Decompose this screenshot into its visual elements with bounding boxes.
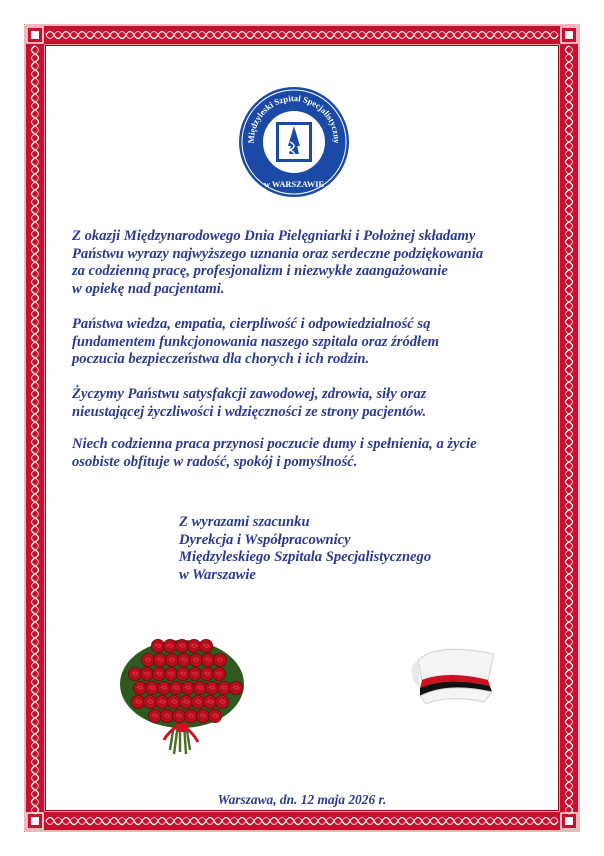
rose <box>143 695 156 708</box>
rose <box>141 653 154 666</box>
rose <box>157 681 170 694</box>
rose-bouquet-image <box>118 632 246 756</box>
rose <box>205 681 218 694</box>
rose <box>203 695 216 708</box>
nurse-cap-image <box>408 640 498 706</box>
rose <box>187 639 200 652</box>
signature-line: Międzyleskiego Szpitala Specjalistycznego <box>179 549 432 566</box>
paragraph-4 <box>72 436 552 471</box>
rose <box>177 653 190 666</box>
rose <box>188 667 201 680</box>
date-footer: Warszawa, dn. 12 maja 2026 r. <box>217 792 387 807</box>
rose <box>189 653 202 666</box>
rose <box>165 653 178 666</box>
rose <box>131 695 144 708</box>
signature-line: Z wyrazami szacunku <box>179 514 310 530</box>
rose <box>181 681 194 694</box>
text-line: Państwu wyrazy najwyższego uznania oraz serdeczne podziękowania <box>72 245 484 262</box>
rose <box>128 667 141 680</box>
rose <box>179 695 192 708</box>
rose <box>196 709 209 722</box>
rose <box>140 667 153 680</box>
rose <box>208 709 221 722</box>
hospital-logo <box>238 86 350 198</box>
rose <box>215 695 228 708</box>
rose <box>151 639 164 652</box>
rose <box>175 639 188 652</box>
rose <box>152 667 165 680</box>
logo-bottom-text: w WARSZAWIE <box>263 180 325 189</box>
logo-ring-text: Międzyleski Szpital Specjalistyczny <box>245 93 343 144</box>
text-line: osobiste obfituje w radość, spokój i pomyślność. <box>72 453 358 470</box>
text-line: Państwa wiedza, empatia, cierpliwość i odpowiedzialność są <box>72 316 431 332</box>
paragraph-1 <box>72 228 552 298</box>
signature-block <box>179 514 431 584</box>
rose <box>200 667 213 680</box>
rose <box>164 667 177 680</box>
rose <box>212 667 225 680</box>
text-line: Życzymy Państwu satysfakcji zawodowej, zdrowia, siły oraz <box>72 386 427 402</box>
rose <box>217 681 230 694</box>
rose <box>199 639 212 652</box>
text-line: Z okazji Międzynarodowego Dnia Pielęgniarki i Położnej składamy <box>72 228 476 244</box>
rose <box>133 681 146 694</box>
text-line: za codzienną pracę, profesjonalizm i niezwykłe zaangażowanie <box>72 263 448 280</box>
text-line: w opiekę nad pacjentami. <box>72 280 225 297</box>
rose <box>191 695 204 708</box>
text-line: fundamentem funkcjonowania naszego szpitala oraz źródłem <box>72 333 439 350</box>
rose <box>201 653 214 666</box>
text-line: nieustającej życzliwości i wdzięczności ze strony pacjentów. <box>72 403 427 420</box>
rose <box>160 709 173 722</box>
text-line: Niech codzienna praca przynosi poczucie dumy i spełnienia, a życie <box>72 436 477 452</box>
rose <box>148 709 161 722</box>
rose <box>229 681 242 694</box>
rose <box>163 639 176 652</box>
rose <box>184 709 197 722</box>
rose <box>155 695 168 708</box>
paragraph-2 <box>72 316 552 369</box>
rose <box>213 653 226 666</box>
signature-line: w Warszawie <box>179 566 256 583</box>
rose <box>193 681 206 694</box>
rose <box>145 681 158 694</box>
rose <box>153 653 166 666</box>
paragraph-3 <box>72 386 552 421</box>
rose <box>172 709 185 722</box>
rose <box>169 681 182 694</box>
rose <box>176 667 189 680</box>
signature-line: Dyrekcja i Współpracownicy <box>179 531 351 548</box>
text-line: poczucia bezpieczeństwa dla chorych i ich rodzin. <box>72 351 370 368</box>
rose <box>167 695 180 708</box>
